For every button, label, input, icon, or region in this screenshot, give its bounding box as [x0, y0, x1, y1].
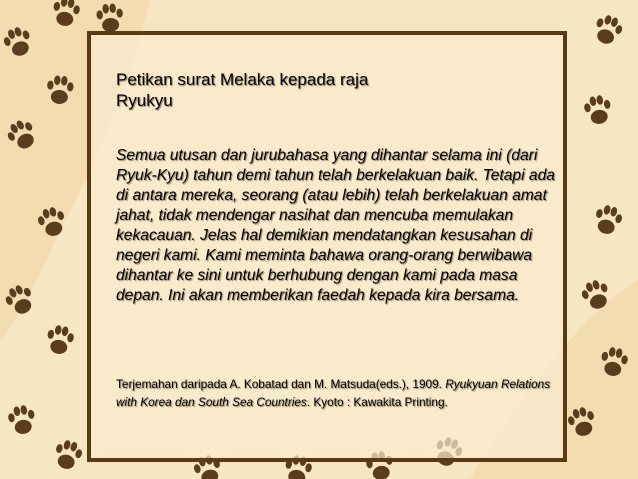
slide-content-frame	[87, 31, 567, 462]
source-prefix: Terjemahan daripada A. Kobatad dan M. Matsuda(eds.), 1909.	[116, 377, 442, 391]
letter-quote: Semua utusan dan jurubahasa yang dihantar selama ini (dari Ryuk-Kyu) tahun demi tahun telah berkelakuan baik. Tetapi ada di antara mereka, seorang (atau lebih) telah berkelakuan amat jahat, tidak mendengar nasihat dan mencuba memulakan kekacauan. Jelas hal demikian mendatangkan kesusahan di negeri kami. Kami meminta bahawa orang-orang berwibawa dihantar ke sini untuk berhubung dengan kami pada masa depan. Ini akan memberikan faedah kepada kira bersama.	[116, 147, 555, 304]
source-suffix: . Kyoto : Kawakita Printing.	[306, 395, 448, 409]
source-book-title: Ryukyuan Relations with Korea dan South Sea Countries	[116, 377, 551, 409]
slide-title: Petikan surat Melaka kepada raja Ryukyu	[116, 70, 369, 110]
source-citation	[116, 375, 561, 411]
